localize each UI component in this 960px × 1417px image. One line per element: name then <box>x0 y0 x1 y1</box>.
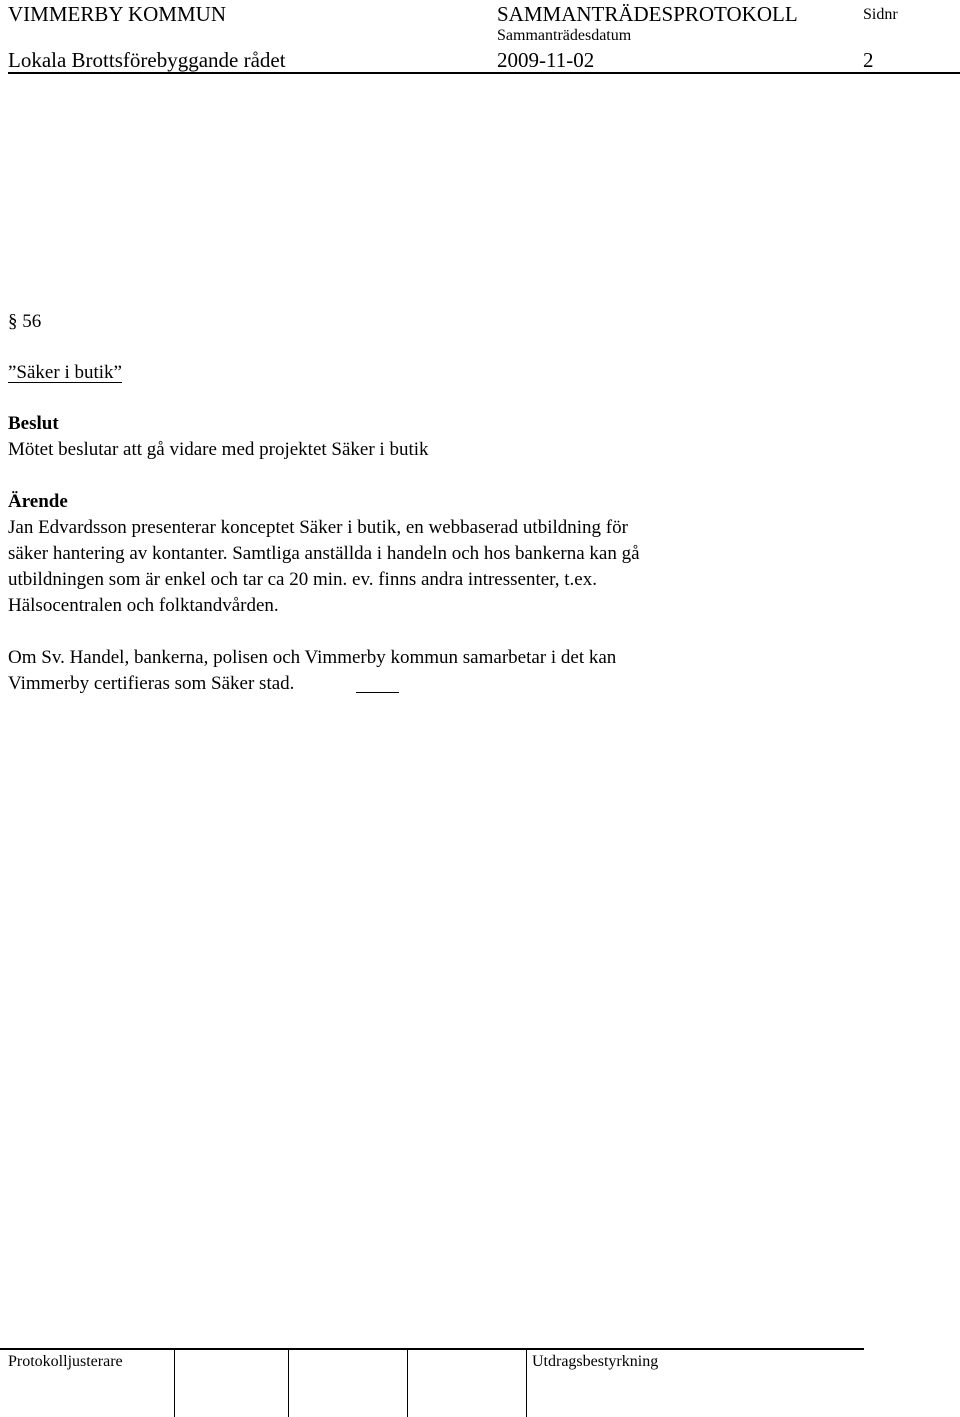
footer-divider <box>0 1348 864 1350</box>
page-label: Sidnr <box>863 6 898 23</box>
adjusters-label: Protokolljusterare <box>8 1353 123 1370</box>
end-line <box>356 692 399 693</box>
signature-box-divider <box>288 1350 289 1417</box>
section-title <box>8 360 122 386</box>
closing-line: Om Sv. Handel, bankerna, polisen och Vimmerby kommun samarbetar i det kan <box>8 647 617 668</box>
closing-line <box>8 671 294 697</box>
decision-heading: Beslut <box>8 413 59 434</box>
header-divider <box>8 72 960 74</box>
paragraph-number: § 56 <box>8 311 42 332</box>
decision-text: Mötet beslutar att gå vidare med projektet Säker i butik <box>8 439 429 460</box>
extract-label: Utdragsbestyrkning <box>532 1353 659 1370</box>
matter-line: Hälsocentralen och folktandvården. <box>8 595 279 616</box>
matter-heading: Ärende <box>8 491 68 512</box>
document-type: SAMMANTRÄDESPROTOKOLL <box>497 2 798 26</box>
matter-line: säker hantering av kontanter. Samtliga anställda i handeln och hos bankerna kan gå <box>8 543 640 564</box>
matter-line: Jan Edvardsson presenterar konceptet Säker i butik, en webbaserad utbildning för <box>8 517 628 538</box>
date-label: Sammanträdesdatum <box>497 27 632 44</box>
signature-box-divider <box>407 1350 408 1417</box>
organization-name: VIMMERBY KOMMUN <box>8 2 226 26</box>
signature-box-divider <box>174 1350 175 1417</box>
meeting-date: 2009-11-02 <box>497 48 595 72</box>
section-title-text: ”Säker i butik” <box>8 362 122 383</box>
committee-name: Lokala Brottsförebyggande rådet <box>8 48 286 72</box>
page-number: 2 <box>863 48 874 72</box>
signature-box-divider <box>526 1350 527 1417</box>
matter-line: utbildningen som är enkel och tar ca 20 min. ev. finns andra intressenter, t.ex. <box>8 569 597 590</box>
closing-line-text: Vimmerby certifieras som Säker stad. <box>8 673 295 694</box>
